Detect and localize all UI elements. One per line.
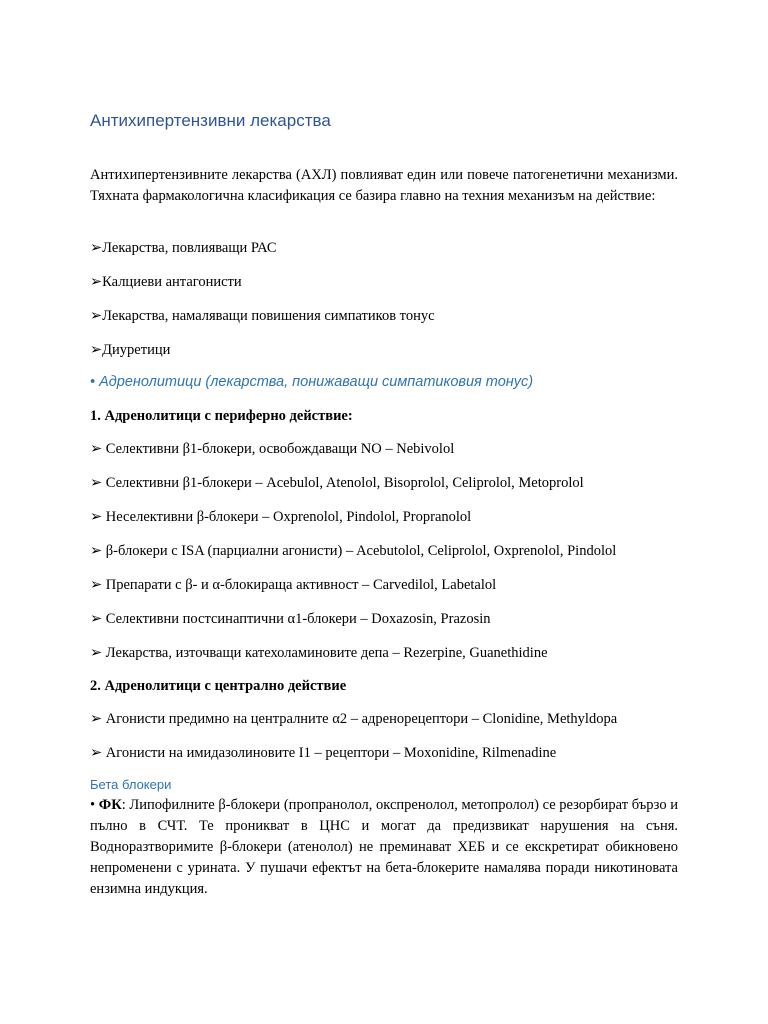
peripheral-item-depletion: ➢ Лекарства, източващи катехоламиновите депа – Rezerpine, Guanethidine	[90, 645, 548, 661]
fk-paragraph	[90, 795, 678, 900]
document-title: Антихипертензивни лекарства	[90, 111, 331, 130]
beta-blockers-heading: Бета блокери	[90, 777, 172, 792]
class-item-sympathetic: ➢Лекарства, намаляващи повишения симпатиков тонус	[90, 308, 435, 324]
peripheral-item-isa: ➢ β-блокери с ISA (парциални агонисти) – Acebutolol, Celiprolol, Oxprenolol, Pindolol	[90, 543, 617, 559]
adrenolytics-heading: • Адренолитици (лекарства, понижаващи симпатиковия тонус)	[90, 374, 534, 390]
peripheral-item-beta-alpha: ➢ Препарати с β- и α-блокираща активност – Carvedilol, Labetalol	[90, 577, 497, 593]
class-item-ras: ➢Лекарства, повлияващи РАС	[90, 240, 277, 256]
fk-label: ФК	[98, 797, 122, 813]
peripheral-item-nonselective: ➢ Неселективни β-блокери – Oxprenolol, Pindolol, Propranolol	[90, 509, 472, 525]
class-item-calcium: ➢Калциеви антагонисти	[90, 274, 242, 290]
fk-text: : Липофилните β-блокери (пропранолол, окспренолол, метопролол) се резорбират бързо и пълно в СЧТ. Те проникват в ЦНС и могат да предизвикат нарушения на съня. Водноразтворимите β-блокери (атенолол) не преминават ХЕБ и се екскретират обикновено непроменени с урината. У пушачи ефектът на бета-блокерите намалява поради никотиновата ензимна индукция.	[90, 797, 678, 897]
fk-bullet: •	[90, 797, 99, 813]
central-item-alpha2: ➢ Агонисти предимно на централните α2 – адренорецептори – Clonidine, Methyldopa	[90, 711, 618, 727]
central-item-imidazoline: ➢ Агонисти на имидазолиновите I1 – рецептори – Moxonidine, Rilmenadine	[90, 745, 557, 761]
central-heading: 2. Адренолитици с централно действие	[90, 678, 347, 694]
peripheral-item-alpha1: ➢ Селективни постсинаптични α1-блокери – Doxazosin, Prazosin	[90, 611, 491, 627]
peripheral-item-selective: ➢ Селективни β1-блокери – Acebulol, Atenolol, Bisoprolol, Celiprolol, Metoprolol	[90, 475, 584, 491]
intro-paragraph: Антихипертензивните лекарства (АХЛ) повлияват един или повече патогенетични механизми. Тяхната фармакологична класификация се базира главно на техния механизъм на действие:	[90, 167, 678, 204]
class-item-diuretics: ➢Диуретици	[90, 342, 171, 358]
peripheral-heading: 1. Адренолитици с периферно действие:	[90, 408, 353, 424]
peripheral-item-nebivolol: ➢ Селективни β1-блокери, освобождаващи NO – Nebivolol	[90, 441, 455, 457]
